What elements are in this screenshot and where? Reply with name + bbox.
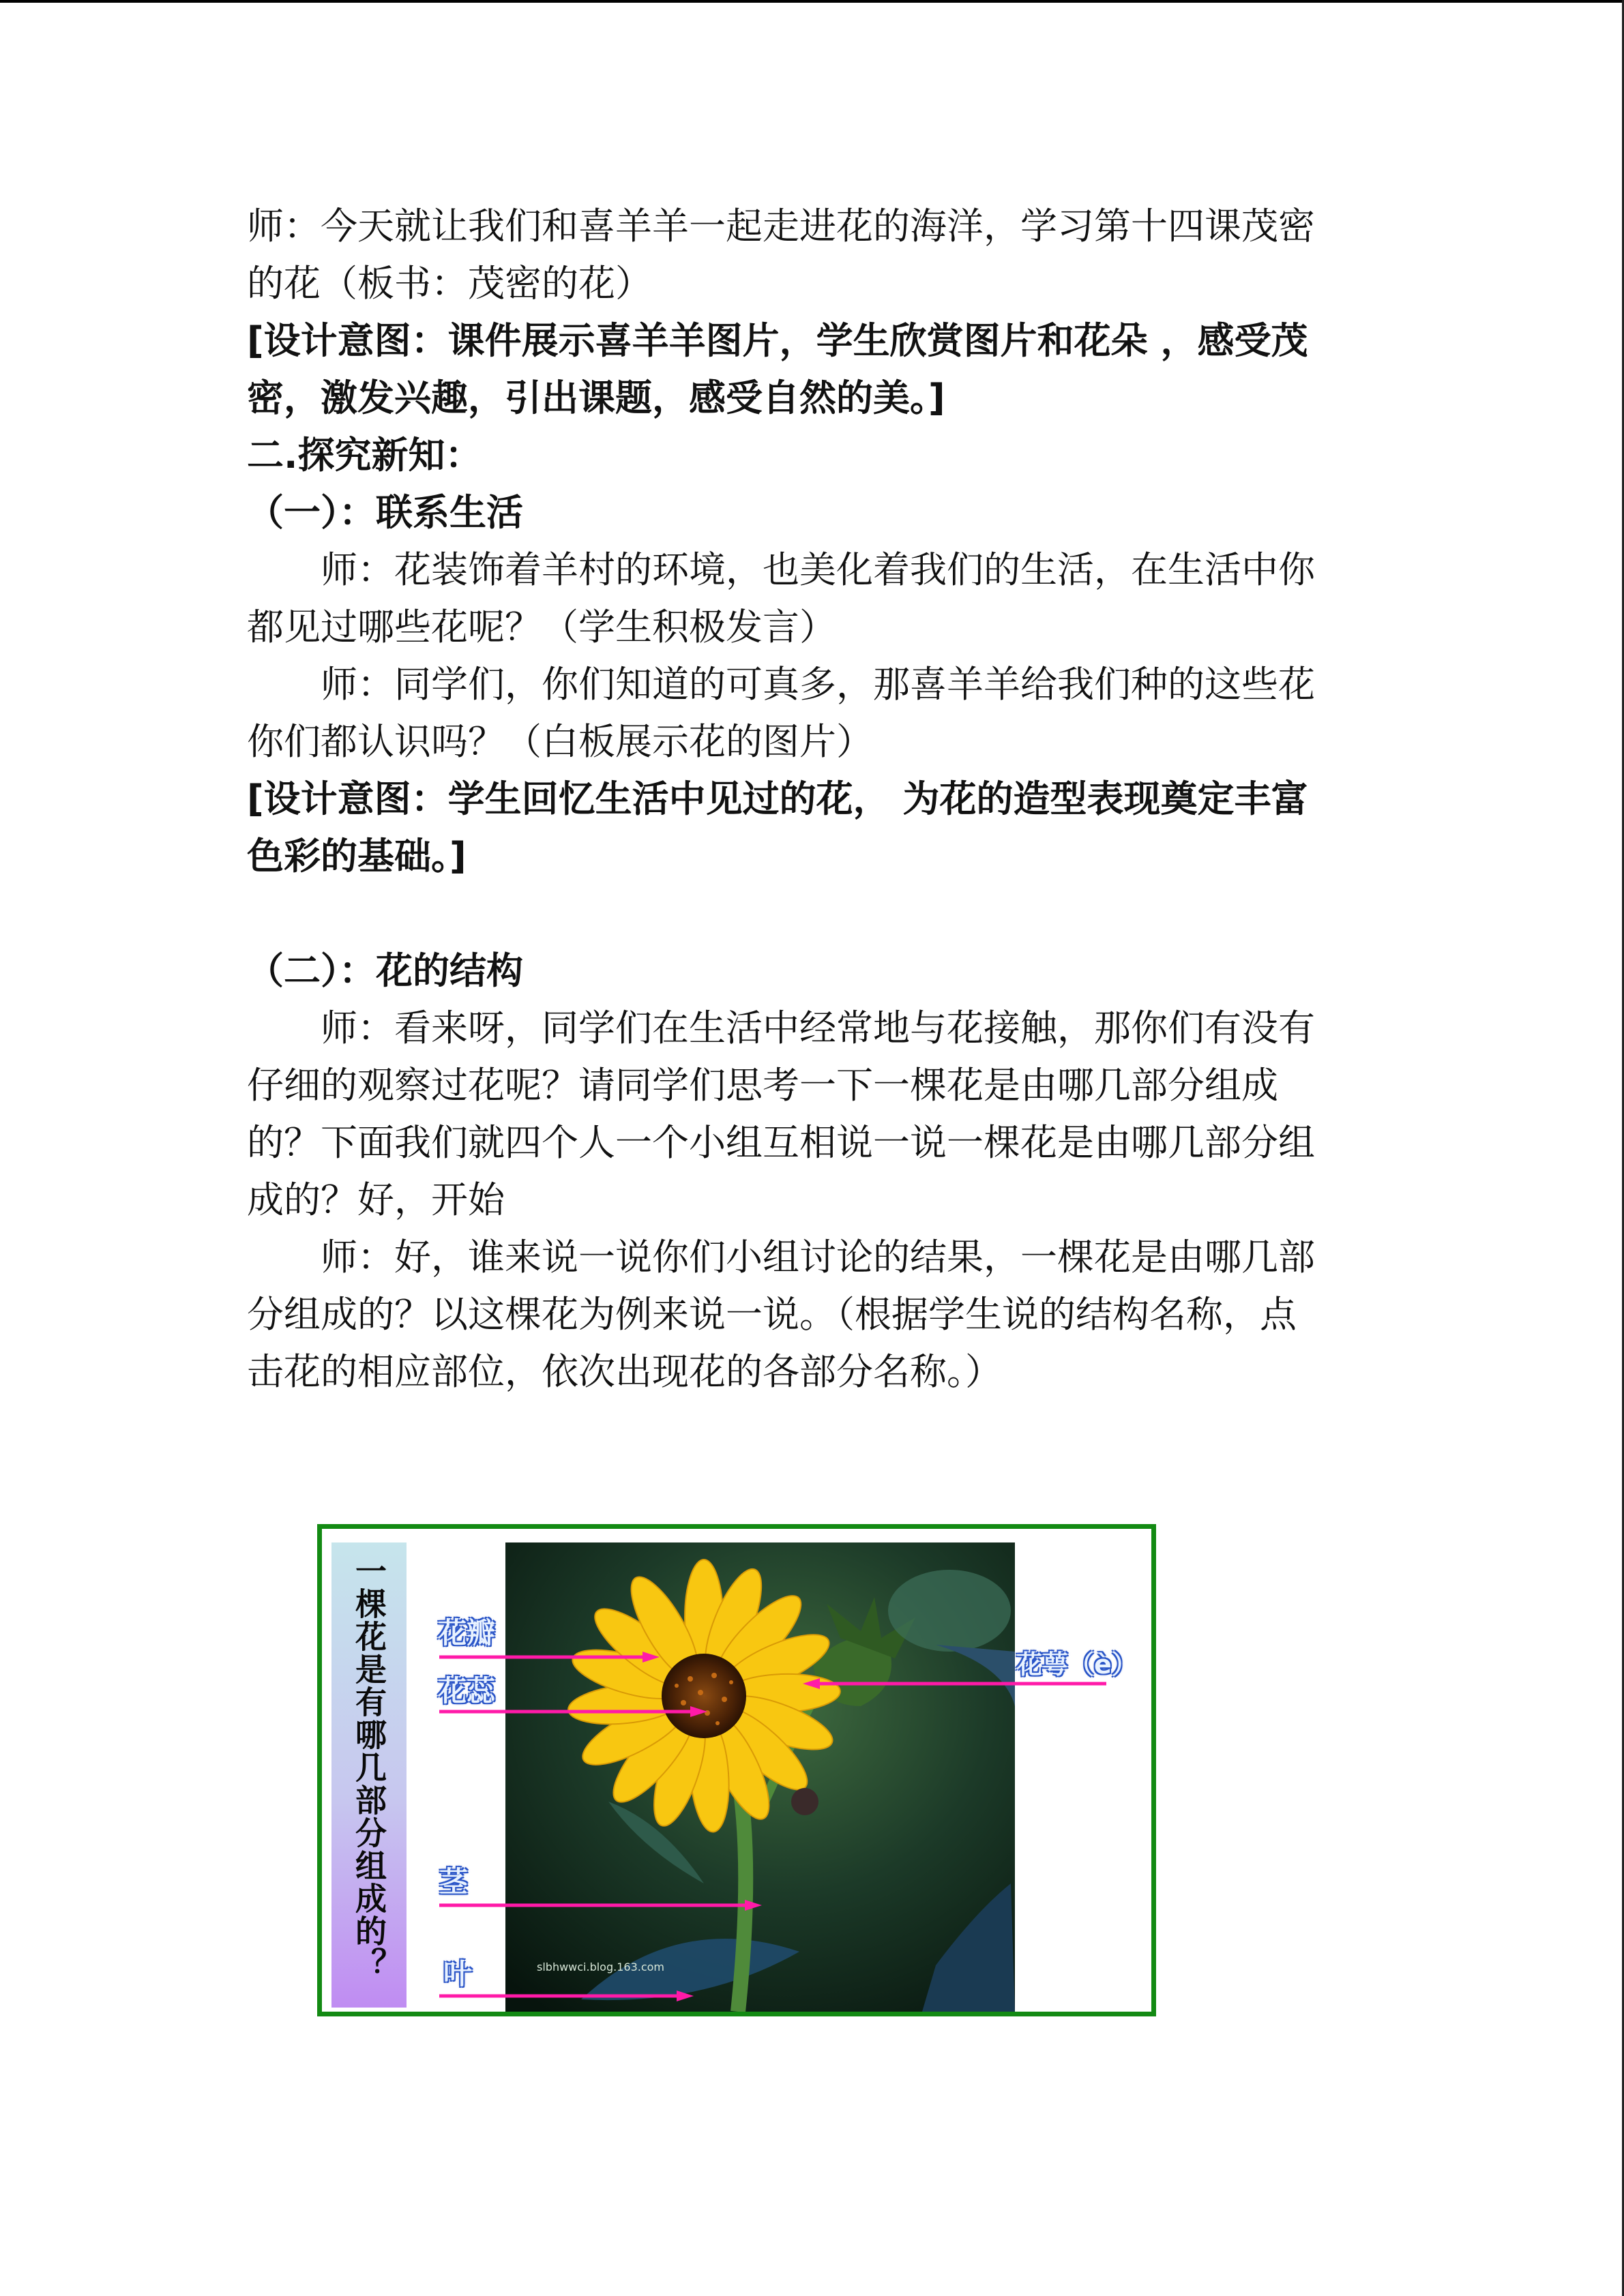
petal-label: 花瓣 <box>438 1616 496 1650</box>
text-line: 的花（板书：茂密的花） <box>247 262 652 305</box>
text-line: 击花的相应部位，依次出现花的各部分名称。） <box>247 1350 1002 1393</box>
flower-center <box>662 1654 746 1738</box>
design-intent-line: 色彩的基础。] <box>247 835 467 878</box>
top-border-rule <box>0 0 1624 3</box>
text-line: 师：今天就让我们和喜羊羊一起走进花的海洋，学习第十四课茂密 <box>247 205 1315 248</box>
leaf-label: 叶 <box>443 1957 473 1991</box>
figure-side-title <box>331 1542 407 2008</box>
photo-watermark: slbhwwci.blog.163.com <box>537 1960 665 1973</box>
design-intent-line: 密，激发兴趣，引出课题，感受自然的美。] <box>247 376 945 419</box>
stamen-label: 花蕊 <box>438 1674 496 1708</box>
document-body <box>247 198 1379 1401</box>
text-line: 你们都认识吗？（白板展示花的图片） <box>247 720 873 763</box>
text-line: 的？下面我们就四个人一个小组互相说一说一棵花是由哪几部分组 <box>247 1121 1315 1164</box>
sepal-label: 花萼（è） <box>1016 1650 1138 1680</box>
text-line: 师：花装饰着羊村的环境，也美化着我们的生活，在生活中你 <box>321 548 1315 591</box>
flower-structure-figure <box>317 1524 1156 2016</box>
text-line: 师：看来呀，同学们在生活中经常地与花接触，那你们有没有 <box>321 1007 1315 1049</box>
text-line: 师：好，谁来说一说你们小组讨论的结果，一棵花是由哪几部 <box>321 1236 1315 1279</box>
text-line: 都见过哪些花呢？（学生积极发言） <box>247 606 836 648</box>
design-intent-line: [设计意图：学生回忆生活中见过的花， 为花的造型表现奠定丰富 <box>247 777 1308 820</box>
text-line: 成的？好，开始 <box>247 1178 505 1221</box>
design-intent-line: [设计意图：课件展示喜羊羊图片，学生欣赏图片和花朵 ，感受茂 <box>247 319 1308 362</box>
sunflower-photo <box>322 1529 1151 2012</box>
subsection-heading: （一）：联系生活 <box>247 491 523 534</box>
text-line: 师：同学们，你们知道的可真多，那喜羊羊给我们种的这些花 <box>321 663 1315 706</box>
side-title-text: 一棵花是有哪几部分组成的？ <box>351 1555 387 1980</box>
subsection-heading: （二）：花的结构 <box>247 949 523 992</box>
stem-label: 茎 <box>439 1865 469 1898</box>
text-line: 分组成的？以这棵花为例来说一说。（根据学生说的结构名称，点 <box>247 1293 1297 1336</box>
section-heading: 二.探究新知： <box>247 434 482 477</box>
text-line: 仔细的观察过花呢？请同学们思考一下一棵花是由哪几部分组成 <box>247 1064 1278 1107</box>
blank-line <box>247 885 1379 942</box>
